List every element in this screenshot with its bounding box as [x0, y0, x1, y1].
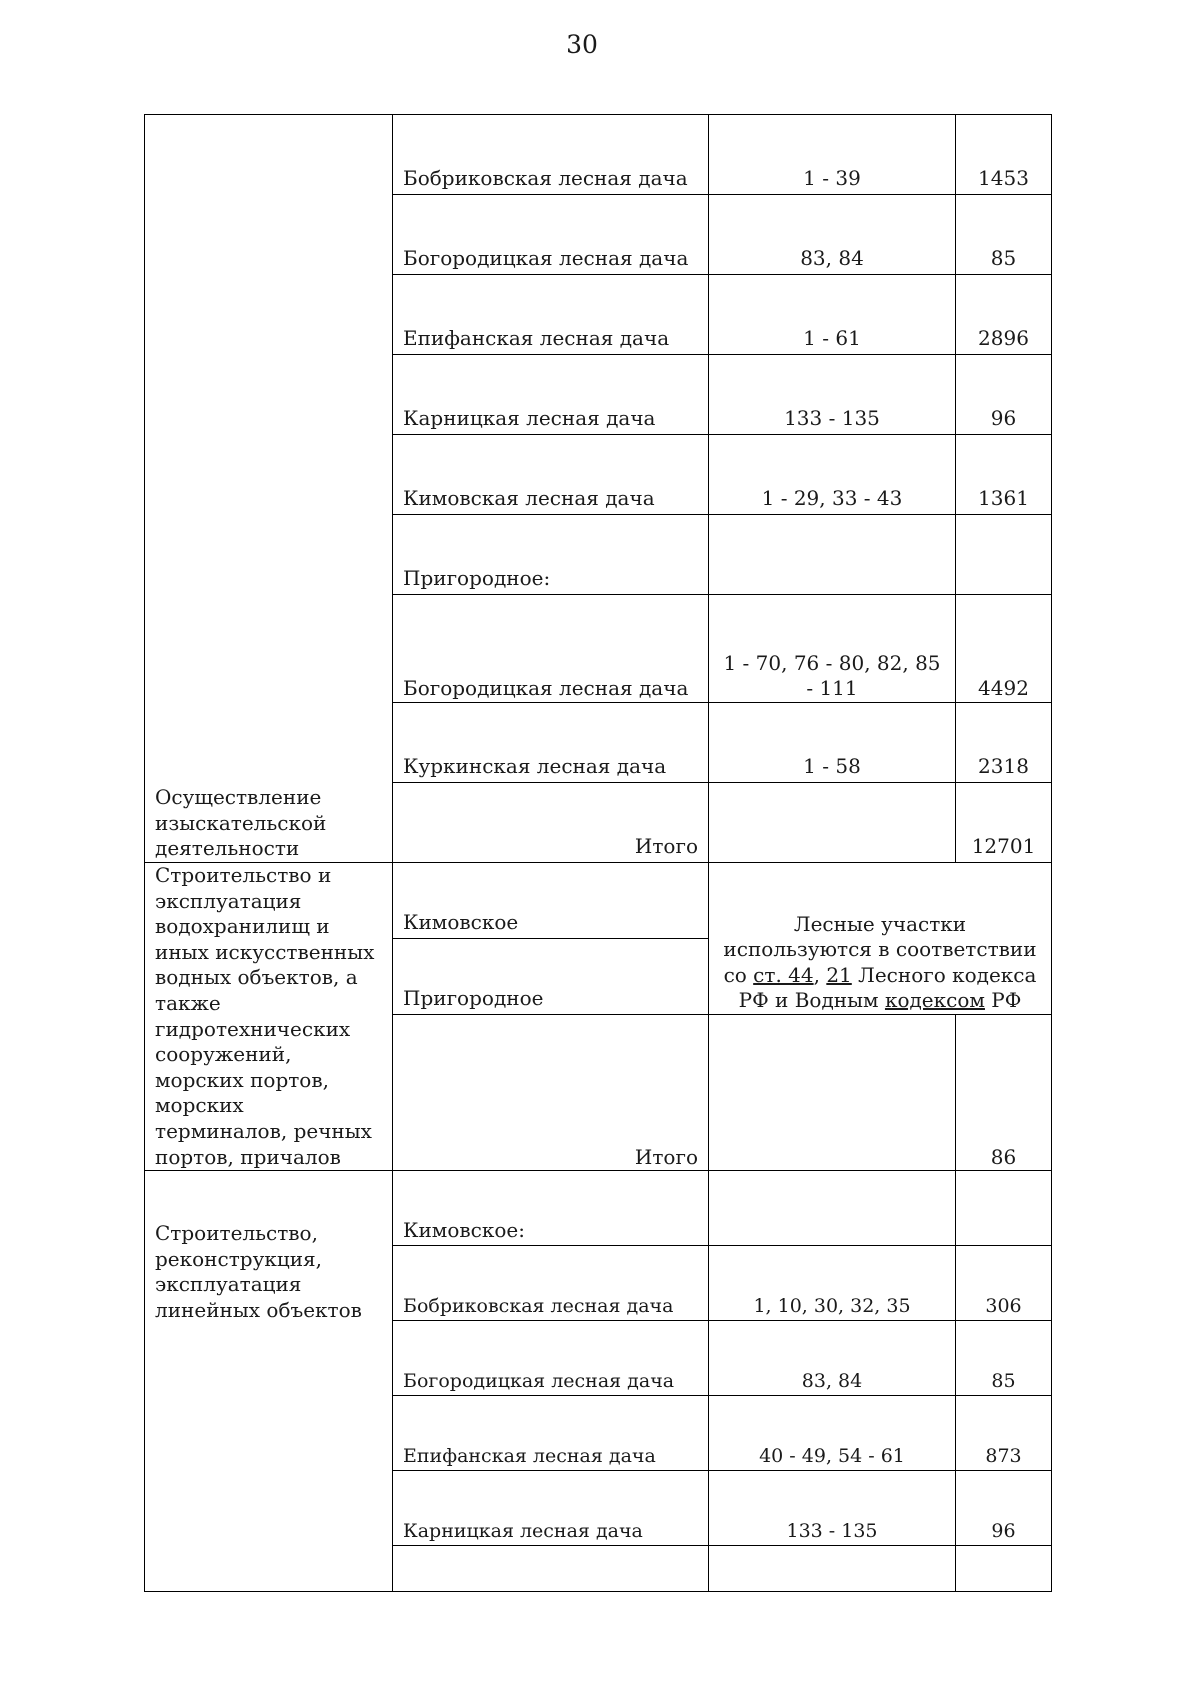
forest-name-cell: Епифанская лесная дача	[393, 1396, 709, 1471]
area-cell	[956, 1171, 1052, 1246]
quarters-cell: 40 - 49, 54 - 61	[709, 1396, 956, 1471]
activity-cell: Строительство, реконструкция, эксплуатация линейных объектов	[145, 1171, 393, 1592]
forest-name-cell	[393, 1546, 709, 1592]
forest-name-cell: Пригородное:	[393, 515, 709, 595]
quarters-cell	[709, 1546, 956, 1592]
table-row	[145, 115, 1052, 195]
total-area: 86	[956, 1015, 1052, 1171]
quarters-cell	[709, 1015, 956, 1171]
forest-name-cell: Карницкая лесная дача	[393, 1471, 709, 1546]
article-21-link[interactable]: 21	[826, 962, 852, 987]
area-cell: 85	[956, 195, 1052, 275]
forest-name-cell: Бобриковская лесная дача	[393, 1246, 709, 1321]
area-cell: 306	[956, 1246, 1052, 1321]
forest-name-cell: Карницкая лесная дача	[393, 355, 709, 435]
area-cell: 85	[956, 1321, 1052, 1396]
water-code-link[interactable]: кодексом	[884, 988, 985, 1013]
quarters-cell: 133 - 135	[709, 355, 956, 435]
quarters-cell: 1 - 39	[709, 115, 956, 195]
forest-name-cell: Куркинская лесная дача	[393, 703, 709, 783]
area-cell: 1361	[956, 435, 1052, 515]
area-cell: 96	[956, 355, 1052, 435]
quarters-cell	[709, 1171, 956, 1246]
page-number: 30	[566, 30, 598, 59]
quarters-cell: 1 - 58	[709, 703, 956, 783]
area-cell: 4492	[956, 595, 1052, 703]
forest-name-cell: Кимовская лесная дача	[393, 435, 709, 515]
total-area: 12701	[956, 783, 1052, 863]
forest-name-cell: Богородицкая лесная дача	[393, 595, 709, 703]
quarters-cell	[709, 515, 956, 595]
quarters-cell: 1 - 70, 76 - 80, 82, 85 - 111	[709, 595, 956, 703]
quarters-cell: 1 - 61	[709, 275, 956, 355]
forest-name-cell: Пригородное	[393, 939, 709, 1015]
quarters-cell: 83, 84	[709, 195, 956, 275]
total-label: Итого	[393, 1015, 709, 1171]
area-cell: 2896	[956, 275, 1052, 355]
forest-name-cell: Кимовское	[393, 863, 709, 939]
forest-name-cell: Богородицкая лесная дача	[393, 195, 709, 275]
area-cell: 1453	[956, 115, 1052, 195]
area-cell	[956, 1546, 1052, 1592]
table-row	[145, 863, 1052, 939]
forest-name-cell: Кимовское:	[393, 1171, 709, 1246]
quarters-cell: 133 - 135	[709, 1471, 956, 1546]
area-cell: 2318	[956, 703, 1052, 783]
quarters-cell: 83, 84	[709, 1321, 956, 1396]
total-label: Итого	[393, 783, 709, 863]
forest-name-cell: Епифанская лесная дача	[393, 275, 709, 355]
area-cell	[956, 515, 1052, 595]
activity-cell: Осуществление изыскательской деятельности	[145, 115, 393, 863]
forest-use-table	[144, 114, 1052, 1592]
quarters-cell: 1, 10, 30, 32, 35	[709, 1246, 956, 1321]
quarters-cell: 1 - 29, 33 - 43	[709, 435, 956, 515]
area-cell: 96	[956, 1471, 1052, 1546]
article-44-link[interactable]: ст. 44	[753, 962, 814, 987]
activity-cell: Строительство и эксплуатация водохранилищ и иных искусственных водных объектов, а также гидротехнических сооружений, морских портов, морских терминалов, речных портов, причалов	[145, 863, 393, 1171]
forest-name-cell: Бобриковская лесная дача	[393, 115, 709, 195]
usage-note: Лесные участки используются в соответствии со ст. 44, 21 Лесного кодекса РФ и Водным кодексом РФ	[709, 863, 1052, 1015]
forest-name-cell: Богородицкая лесная дача	[393, 1321, 709, 1396]
area-cell: 873	[956, 1396, 1052, 1471]
quarters-cell	[709, 783, 956, 863]
table-row	[145, 1171, 1052, 1246]
